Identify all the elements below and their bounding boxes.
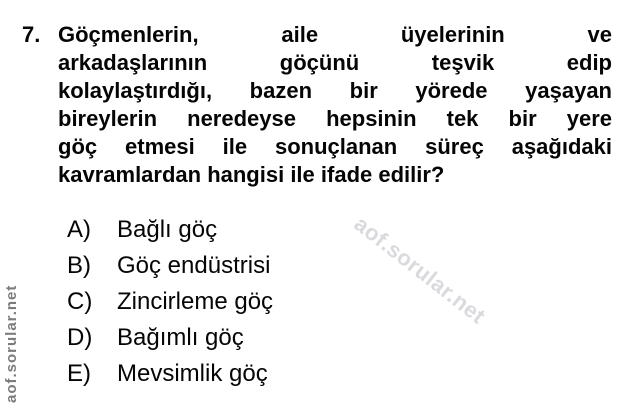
options-list [67,212,487,392]
option-letter: C) [67,288,93,315]
option-letter: E) [67,360,91,387]
question-line: arkadaşlarının göçünü teşvik edip [58,50,612,75]
watermark-vertical: aof.sorular.net [3,284,20,403]
option-text: Göç endüstrisi [117,252,271,279]
question-line: kolaylaştırdığı, bazen bir yörede yaşayan [58,78,612,103]
option-e[interactable] [67,356,487,392]
option-letter: D) [67,324,93,351]
option-letter: B) [67,252,91,279]
option-a[interactable] [67,212,487,248]
option-b[interactable] [67,248,487,284]
option-text: Bağlı göç [117,216,218,243]
watermark-diagonal: aof.sorular.net [349,211,491,329]
option-d[interactable] [67,320,487,356]
option-text: Zincirleme göç [117,288,274,315]
question-line: göç etmesi ile sonuçlanan süreç aşağıdaki [58,134,612,159]
question-text [58,21,612,189]
question-line: Göçmenlerin, aile üyelerinin ve [58,22,612,47]
question-line: bireylerin neredeyse hepsinin tek bir yere [58,106,612,131]
option-text: Bağımlı göç [117,324,244,351]
question-line: kavramlardan hangisi ile ifade edilir? [58,162,445,187]
option-c[interactable] [67,284,487,320]
option-text: Mevsimlik göç [117,360,268,387]
option-letter: A) [67,216,91,243]
question-block [22,21,612,189]
question-number: 7. [22,22,41,47]
